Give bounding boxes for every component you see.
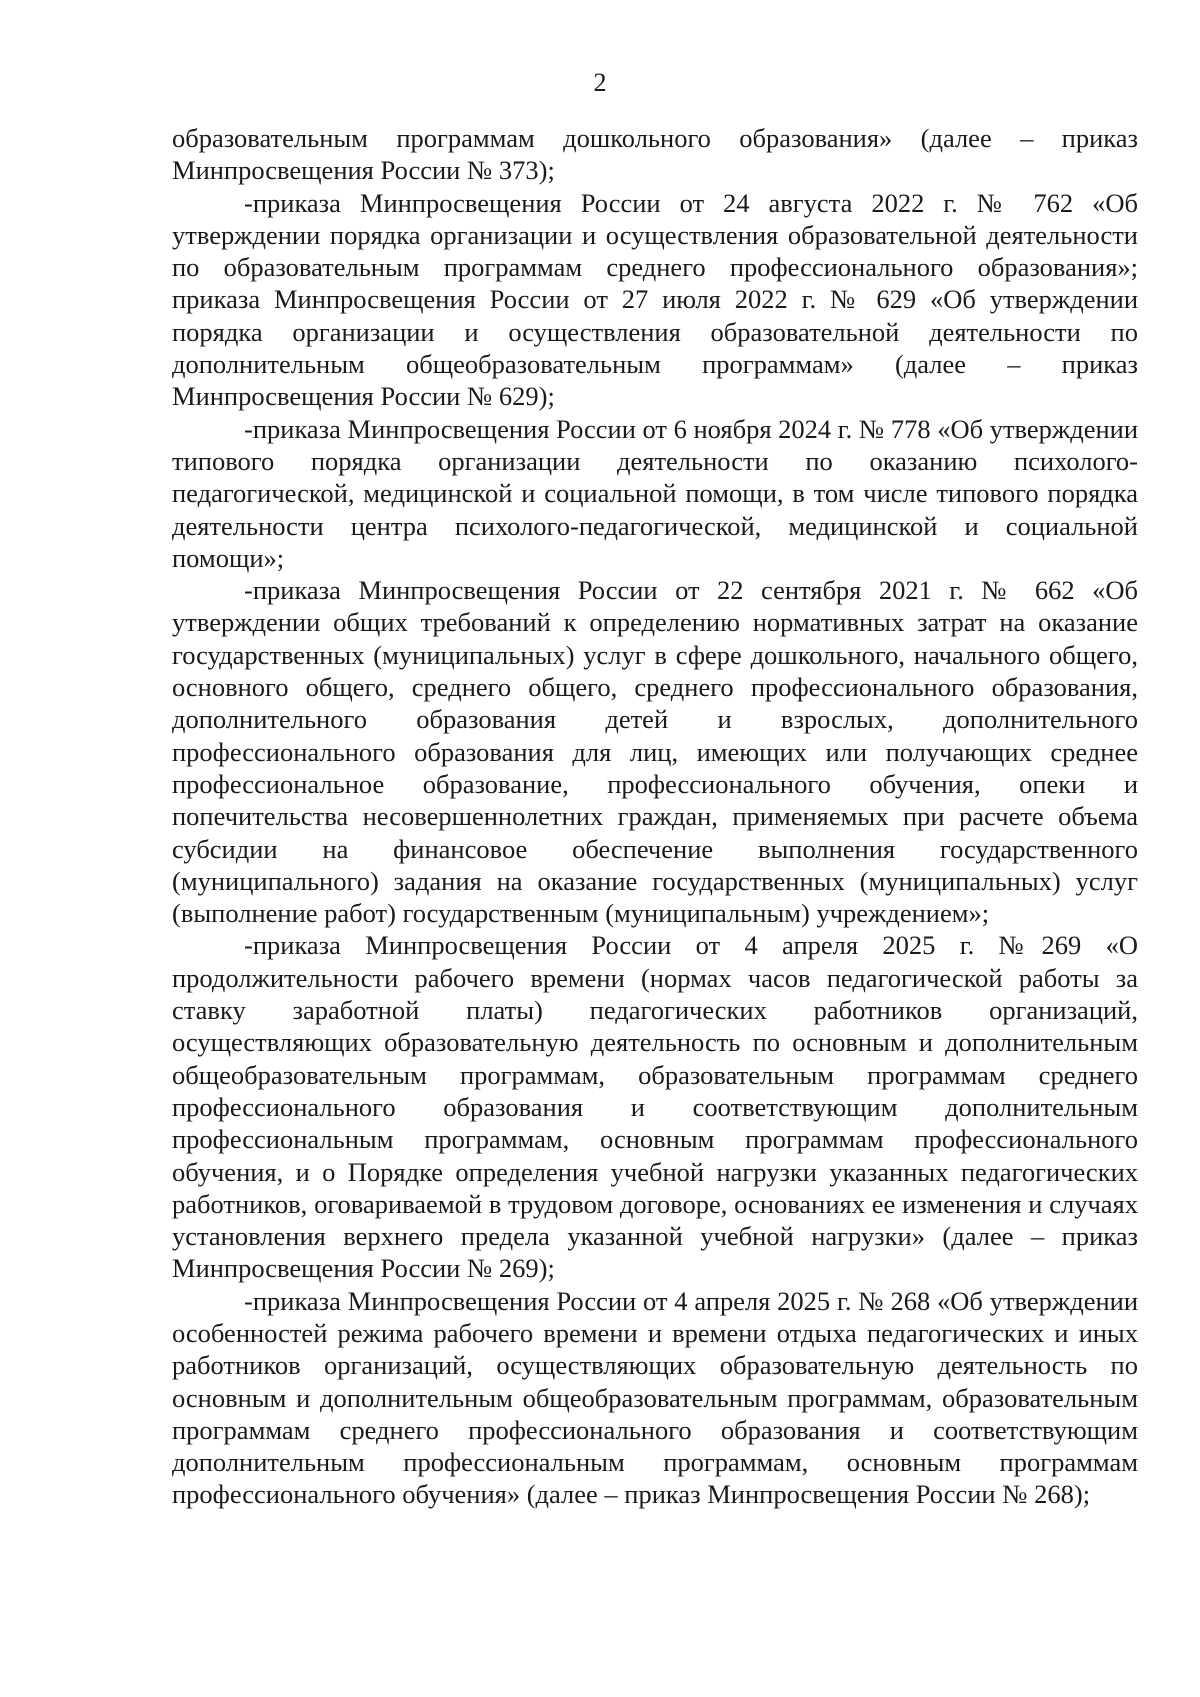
paragraph-order-269: -приказа Минпросвещения России от 4 апреля 2025 г. №269 «О продолжительности рабочего времени (нормах часов педагогической работы за ставку заработной платы) педагогических работников организаций, осуществляющих образовательную деятельность по основным и дополнительным общеобразовательным программам, образовательным программам среднего профессионального образования и соответствующим дополнительным профессиональным программам, основным программам профессионального обучения, и о Порядке определения учебной нагрузки указанных педагогических работников, оговариваемой в трудовом договоре, основаниях ее изменения и случаях установления верхнего предела указанной учебной нагрузки» (далее – приказ Минпросвещения России № 269); xyxy=(172,930,1138,1284)
paragraph-order-762-629: -приказа Минпросвещения России от 24 августа 2022 г. № 762 «Об утверждении порядка организации и осуществления образовательной деятельности по образовательным программам среднего профессионального образования»; приказа Минпросвещения России от 27 июля 2022 г. № 629 «Об утверждении порядка организации и осуществления образовательной деятельности по дополнительным общеобразовательным программам» (далее – приказ Минпросвещения России № 629); xyxy=(172,187,1138,412)
document-body xyxy=(172,122,1138,1511)
paragraph-order-662: -приказа Минпросвещения России от 22 сентября 2021 г. № 662 «Об утверждении общих требований к определению нормативных затрат на оказание государственных (муниципальных) услуг в сфере дошкольного, начального общего, основного общего, среднего общего, среднего профессионального образования, дополнительного образования детей и взрослых, дополнительного профессионального образования для лиц, имеющих или получающих среднее профессиональное образование, профессионального обучения, опеки и попечительства несовершеннолетних граждан, применяемых при расчете объема субсидии на финансовое обеспечение выполнения государственного (муниципального) задания на оказание государственных (муниципальных) услуг (выполнение работ) государственным (муниципальным) учреждением»; xyxy=(172,575,1138,929)
paragraph-order-778: -приказа Минпросвещения России от 6 ноября 2024 г. № 778 «Об утверждении типового порядка организации деятельности по оказанию психолого- педагогической, медицинской и социальной помощи, в том числе типового порядка деятельности центра психолого-педагогической, медицинской и социальной помощи»; xyxy=(172,413,1138,573)
page-number: 2 xyxy=(593,68,607,97)
paragraph-continuation-373: образовательным программам дошкольного образования» (далее – приказ Минпросвещения России № 373); xyxy=(172,123,1138,186)
paragraph-order-268: -приказа Минпросвещения России от 4 апреля 2025 г. № 268 «Об утверждении особенностей режима рабочего времени и времени отдыха педагогических и иных работников организаций, осуществляющих образовательную деятельность по основным и дополнительным общеобразовательным программам, образовательным программам среднего профессионального образования и соответствующим дополнительным профессиональным программам, основным программам профессионального обучения» (далее – приказ Минпросвещения России № 268); xyxy=(172,1285,1138,1510)
